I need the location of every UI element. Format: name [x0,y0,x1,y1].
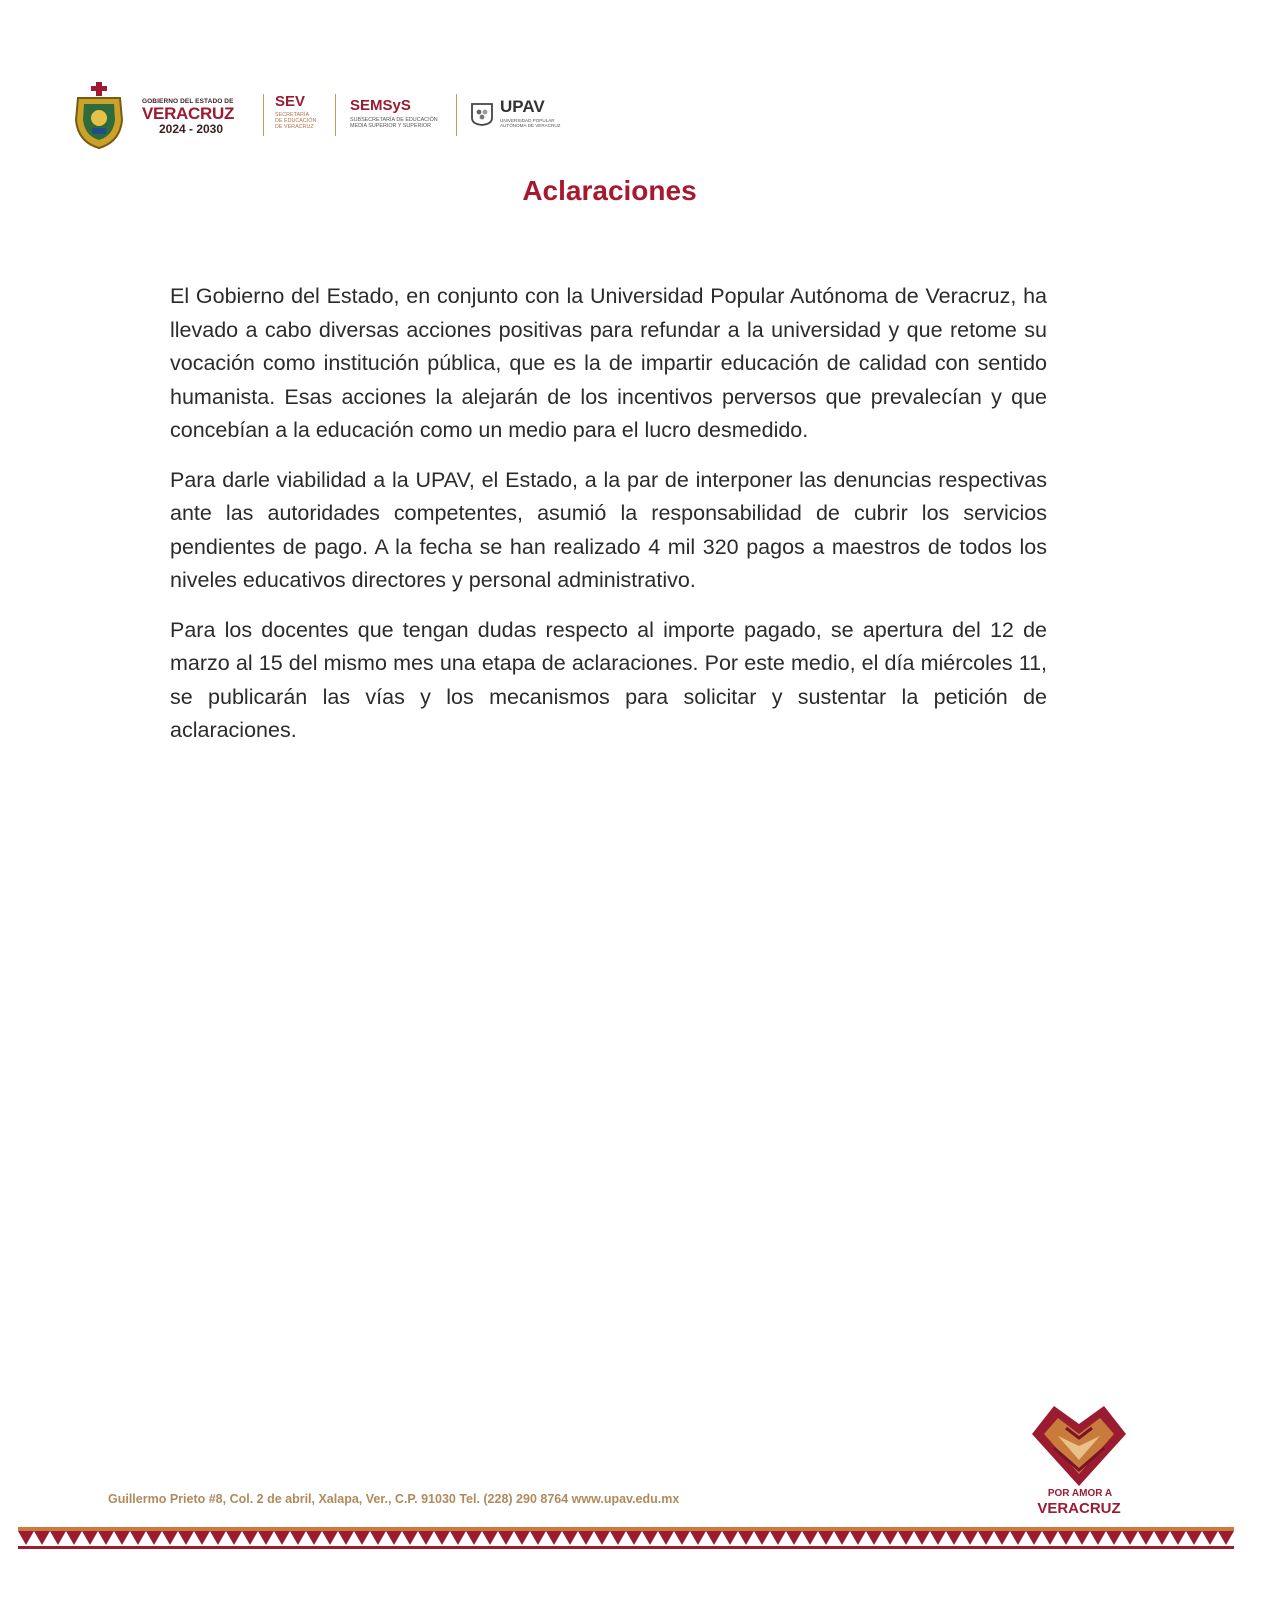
upav-emblem-icon [470,102,494,126]
sev-title: SEV [275,93,306,110]
divider [335,94,336,136]
paragraph: Para darle viabilidad a la UPAV, el Estado, a la par de interponer las denuncias respectivas ante las autoridades competentes, asumió la responsabilidad de cubrir los servicios pendientes de pago. A la fecha se han realizado 4 mil 320 pagos a maestros de todos los niveles educativos directores y personal administrativo. [170,467,1047,592]
heart-pattern-icon [1024,1398,1134,1490]
decorative-border-strip [18,1527,1234,1549]
paragraph: Para los docentes que tengan dudas respecto al importe pagado, se apertura del 12 de marzo al 15 del mismo mes una etapa de aclaraciones. Por este medio, el día miércoles 11, se publicarán las vías y los mecanismos para solicitar y sustentar la petición de aclaraciones. [170,617,1047,742]
semsys-logo [350,98,438,129]
divider [456,94,457,136]
slogan-line-1: POR AMOR A [1047,1488,1113,1499]
semsys-sub-line: MEDIA SUPERIOR Y SUPERIOR [350,123,431,130]
document-title: Aclaraciones [522,175,697,206]
slogan-line-2: VERACRUZ [1037,1500,1121,1517]
sev-subtitle [275,112,316,131]
semsys-sub-line: SUBSECRETARÍA DE EDUCACIÓN [350,117,438,123]
upav-subtitle [500,118,561,129]
gobierno-big-text: VERACRUZ [142,104,235,123]
semsys-subtitle [350,117,438,129]
gobierno-years: 2024 - 2030 [158,122,224,136]
sev-sub-line: DE EDUCACIÓN [275,118,317,125]
upav-title: UPAV [500,97,545,116]
sev-sub-line: DE VERACRUZ [275,124,314,131]
gobierno-veracruz-logo [142,98,254,136]
gobierno-small-text: GOBIERNO DEL ESTADO DE [142,98,234,105]
paragraph: El Gobierno del Estado, en conjunto con la Universidad Popular Autónoma de Veracruz, ha llevado a cabo diversas acciones positivas para refundar a la universidad y que retome su vocación como institución pública, que es la de impartir educación de calidad con sentido humanista. Esas acciones la alejarán de los incentivos perversos que prevalecían y que concebían a la educación como un medio para el lucro desmedido. [170,284,1047,442]
footer-address: Guillermo Prieto #8, Col. 2 de abril, Xalapa, Ver., C.P. 91030 Tel. (228) 290 8764 www.upav.edu.mx [108,1492,680,1506]
divider [263,94,264,136]
header-logos [70,80,590,150]
sev-logo [275,94,316,131]
document-body [170,280,1047,764]
semsys-title: SEMSyS [350,97,411,114]
veracruz-coat-of-arms-icon [70,80,128,150]
upav-sub-line: UNIVERSIDAD POPULAR [500,118,555,123]
por-amor-a-veracruz-logo [1024,1398,1134,1516]
upav-sub-line: AUTÓNOMA DE VERACRUZ [500,123,561,129]
sev-sub-line: SECRETARÍA [275,112,310,118]
